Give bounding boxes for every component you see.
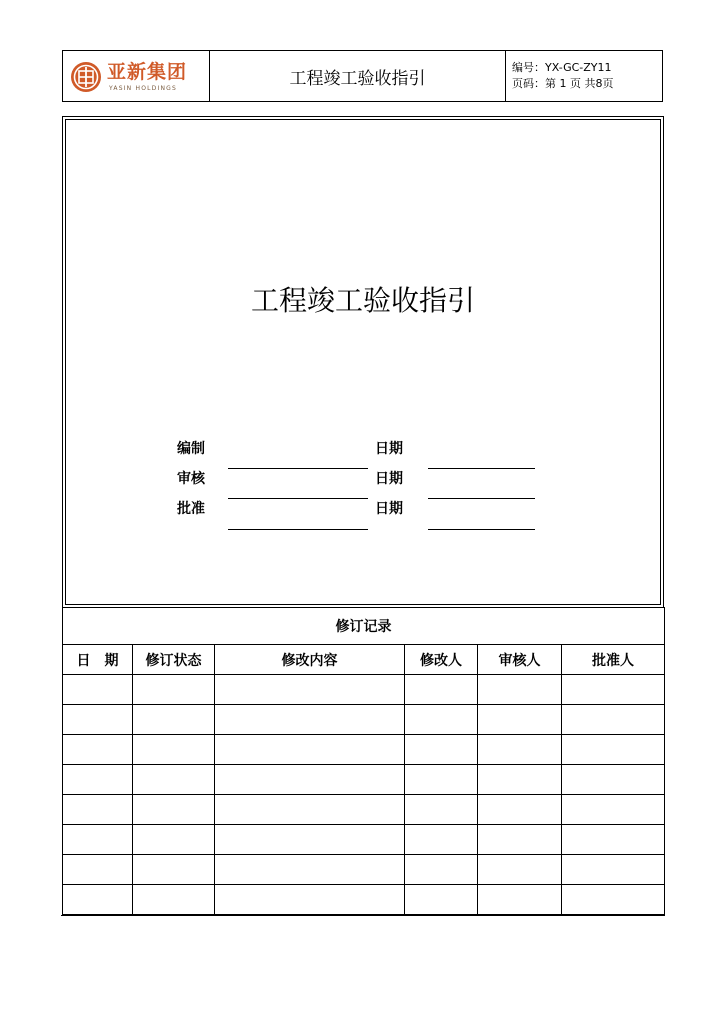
prepared-by-line [228, 468, 368, 469]
table-cell[interactable] [478, 885, 562, 915]
table-row [63, 885, 665, 915]
table-cell[interactable] [133, 735, 215, 765]
prepared-by-label: 编制 [177, 441, 205, 457]
col-modifier: 修改人 [405, 645, 478, 675]
table-cell[interactable] [133, 765, 215, 795]
table-row [63, 855, 665, 885]
reviewed-by-label: 审核 [177, 471, 205, 487]
table-cell[interactable] [562, 765, 665, 795]
reviewed-date-label: 日期 [375, 471, 403, 487]
table-cell[interactable] [133, 885, 215, 915]
table-cell[interactable] [133, 795, 215, 825]
col-date: 日 期 [63, 645, 133, 675]
table-cell[interactable] [215, 825, 405, 855]
reviewed-by-line [228, 498, 368, 499]
table-cell[interactable] [63, 705, 133, 735]
cover-title: 工程竣工验收指引 [250, 284, 475, 317]
table-row [63, 735, 665, 765]
prepared-date-line [428, 468, 535, 469]
table-cell[interactable] [478, 705, 562, 735]
table-row [63, 675, 665, 705]
table-cell[interactable] [215, 855, 405, 885]
table-cell[interactable] [133, 705, 215, 735]
table-cell[interactable] [562, 705, 665, 735]
table-cell[interactable] [478, 855, 562, 885]
document-header [62, 50, 663, 102]
table-cell[interactable] [478, 735, 562, 765]
table-cell[interactable] [562, 855, 665, 885]
table-row [63, 765, 665, 795]
table-cell[interactable] [405, 705, 478, 735]
table-cell[interactable] [405, 825, 478, 855]
company-name-cn: 亚新集团 [107, 61, 188, 83]
table-cell[interactable] [63, 765, 133, 795]
approved-date-line [428, 529, 535, 530]
approved-by-line [228, 529, 368, 530]
table-cell[interactable] [562, 735, 665, 765]
revision-table [62, 607, 665, 915]
table-cell[interactable] [405, 855, 478, 885]
table-cell[interactable] [215, 795, 405, 825]
table-cell[interactable] [478, 675, 562, 705]
table-cell[interactable] [478, 765, 562, 795]
col-content: 修改内容 [215, 645, 405, 675]
cover-inner-frame [65, 119, 661, 605]
table-cell[interactable] [63, 825, 133, 855]
table-cell[interactable] [215, 705, 405, 735]
prepared-date-label: 日期 [375, 441, 403, 457]
col-status: 修订状态 [133, 645, 215, 675]
doc-code: 编号：YX-GC-ZY11 [512, 61, 612, 74]
company-name-en: YASIN HOLDINGS [109, 85, 177, 92]
table-cell[interactable] [133, 825, 215, 855]
approved-date-label: 日期 [375, 501, 403, 517]
table-cell[interactable] [562, 675, 665, 705]
table-row [63, 705, 665, 735]
table-row [63, 825, 665, 855]
table-row [63, 795, 665, 825]
table-cell[interactable] [562, 795, 665, 825]
cover-panel [62, 116, 664, 608]
table-cell[interactable] [63, 795, 133, 825]
reviewed-date-line [428, 498, 535, 499]
table-cell[interactable] [562, 885, 665, 915]
revision-title: 修订记录 [63, 608, 665, 645]
revision-title-row [63, 608, 665, 645]
table-cell[interactable] [133, 855, 215, 885]
col-reviewer: 审核人 [478, 645, 562, 675]
approved-by-label: 批准 [177, 501, 205, 517]
table-cell[interactable] [63, 885, 133, 915]
table-cell[interactable] [405, 795, 478, 825]
revision-header-row [63, 645, 665, 675]
table-cell[interactable] [215, 765, 405, 795]
header-doc-title: 工程竣工验收指引 [210, 51, 506, 101]
table-bottom-rule [61, 915, 665, 918]
table-cell[interactable] [63, 675, 133, 705]
table-cell[interactable] [405, 885, 478, 915]
table-cell[interactable] [478, 795, 562, 825]
table-cell[interactable] [63, 855, 133, 885]
table-cell[interactable] [215, 675, 405, 705]
company-emblem-icon [70, 61, 102, 93]
table-cell[interactable] [215, 735, 405, 765]
table-cell[interactable] [63, 735, 133, 765]
page-number: 页码：第 1 页 共8页 [512, 77, 614, 90]
table-cell[interactable] [133, 675, 215, 705]
table-cell[interactable] [405, 765, 478, 795]
col-approver: 批准人 [562, 645, 665, 675]
header-doc-meta [506, 51, 662, 101]
table-cell[interactable] [215, 885, 405, 915]
table-cell[interactable] [405, 735, 478, 765]
table-cell[interactable] [405, 675, 478, 705]
table-cell[interactable] [478, 825, 562, 855]
company-logo [63, 51, 210, 101]
table-cell[interactable] [562, 825, 665, 855]
